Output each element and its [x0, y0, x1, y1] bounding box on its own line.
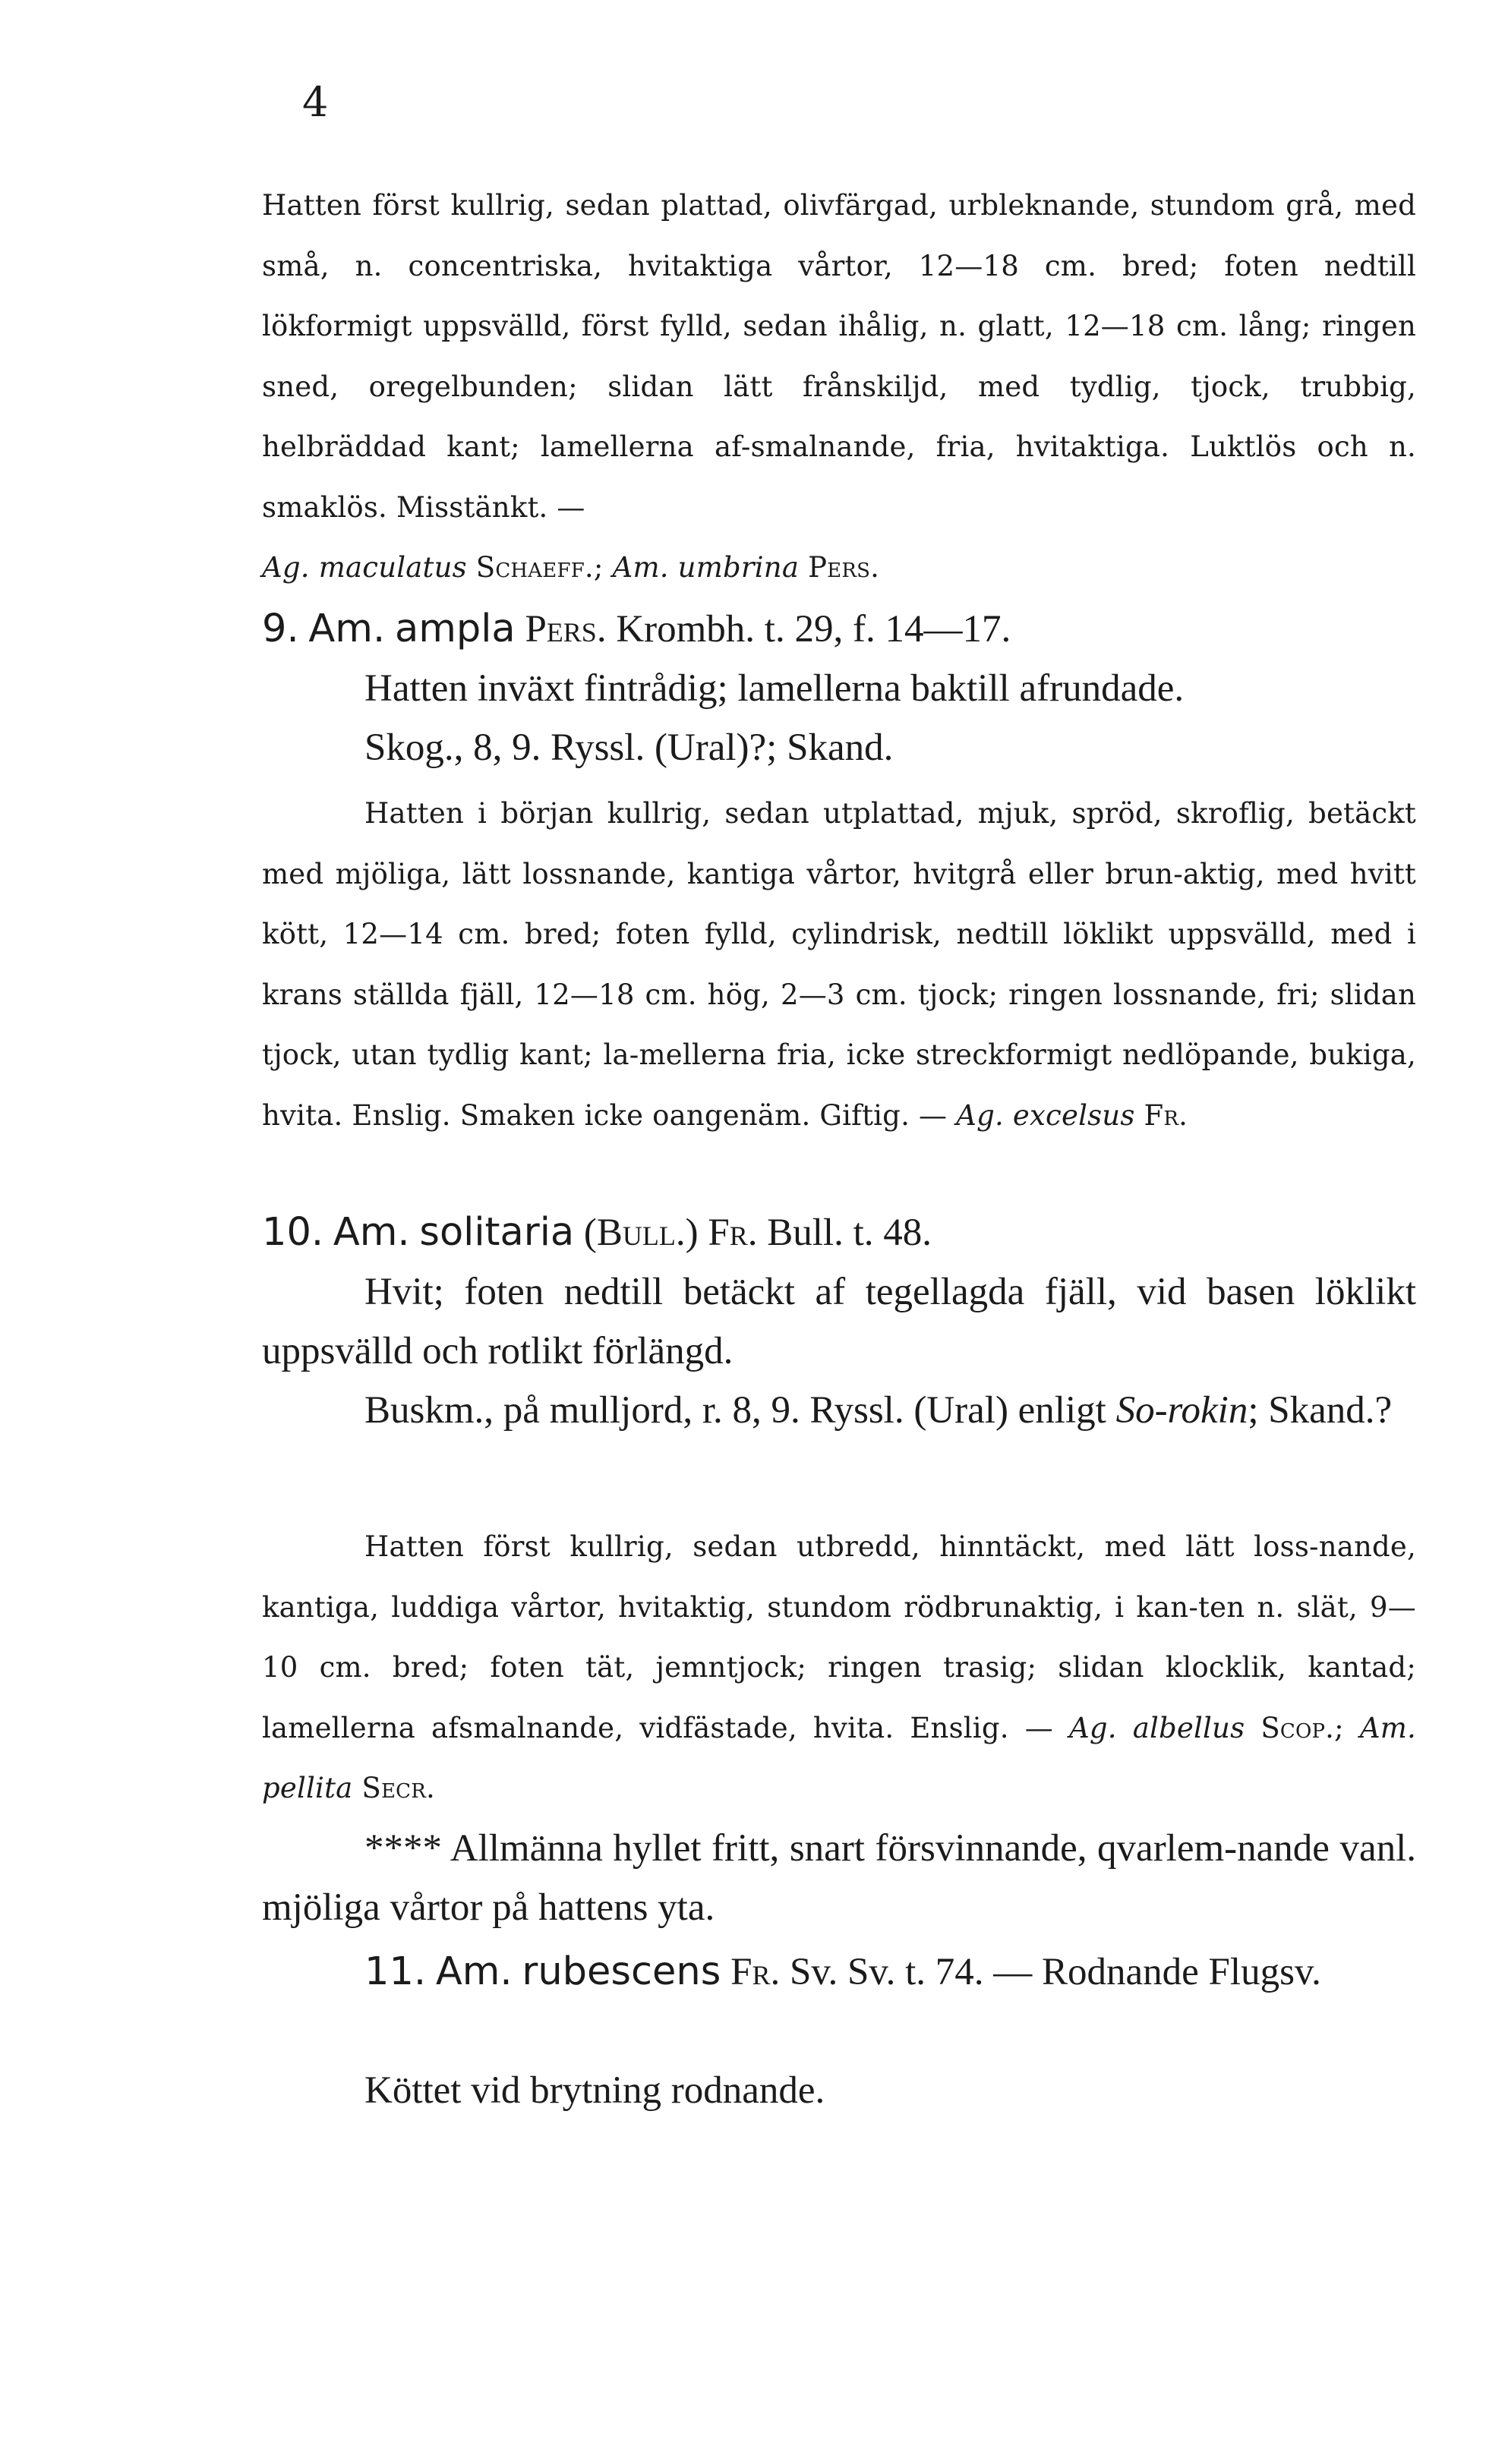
synonym-separator: ;: [593, 551, 604, 584]
synonym-author: Secr.: [361, 1772, 435, 1804]
habitat-text-tail: ; Skand.?: [1248, 1389, 1393, 1432]
synonym-author: Schaeff.: [475, 551, 594, 584]
synonym-name: Am. umbrina: [612, 551, 800, 584]
species-9-habitat: [262, 718, 1416, 777]
group-stars: ****: [364, 1827, 442, 1870]
species-10-diagnosis: [262, 1262, 1416, 1381]
synonym-name: Ag. maculatus: [262, 551, 467, 584]
description-text: Hatten först kullrig, sedan plattad, olivfärgad, urbleknande, stundom grå, med små, n. concentriska, hvitaktiga vårtor, 12—18 cm. bred; foten nedtill lökformigt uppsvälld, först fylld, sedan ihålig, n. glatt, 12—18 cm. lång; ringen sned, oregelbunden; slidan lätt frånskiljd, med tydlig, tjock, trubbig, helbräddad kant; lamellerna af-smalnande, fria, hvitaktiga. Luktlös och n. smaklös. Misstänkt. —: [262, 189, 1416, 524]
species-epithet: ampla: [394, 607, 516, 651]
group-text: Allmänna hyllet fritt, snart försvinnande, qvarlem-nande vanl. mjöliga vårtor på hattens yta.: [262, 1827, 1417, 1929]
species-reference: Sv. Sv. t. 74. — Rodnande Flugsv.: [789, 1951, 1321, 1993]
group-heading: [262, 1819, 1416, 1937]
species-genus: Am.: [435, 1949, 513, 1994]
species-genus: Am.: [308, 607, 386, 651]
synonym-name: Am. pellita: [262, 1711, 1416, 1804]
species-genus: Am.: [333, 1210, 410, 1255]
species-9-diagnosis: [262, 659, 1416, 718]
synonym-author: Scop.: [1260, 1711, 1335, 1744]
synonym-name: Ag. excelsus: [956, 1098, 1135, 1132]
species-number: 10.: [262, 1210, 324, 1255]
description-text: Hatten först kullrig, sedan utbredd, hinntäckt, med lätt loss-nande, kantiga, luddiga vårtor, hvitaktig, stundom rödbrunaktig, i kan-ten n. slät, 9—10 cm. bred; foten tät, jemntjock; ringen trasig; slidan klocklik, kantad; lamellerna afsmalnande, vidfästade, hvita. Enslig. —: [262, 1530, 1416, 1744]
species-author: Fr.: [730, 1951, 781, 1993]
paragraph-continued-description: [262, 175, 1416, 598]
species-reference: Krombh. t. 29, f. 14—17.: [616, 608, 1011, 651]
diagnosis-text: Köttet vid brytning rodnande.: [364, 2069, 825, 2112]
description-text: Hatten i början kullrig, sedan utplattad, mjuk, spröd, skroflig, betäckt med mjöliga, lätt lossnande, kantiga vårtor, hvitgrå eller brun-aktig, med hvitt kött, 12—14 cm. bred; foten fylld, cylindrisk, nedtill löklikt uppsvälld, med i krans ställda fjäll, 12—18 cm. hög, 2—3 cm. tjock; ringen lossnande, fri; slidan tjock, utan tydlig kant; la-mellerna fria, icke streckformigt nedlöpande, bukiga, hvita. Enslig. Smaken icke oangenäm. Giftig. —: [262, 797, 1416, 1132]
species-epithet: solitaria: [419, 1210, 575, 1255]
species-author: (Bull.) Fr.: [583, 1212, 758, 1254]
species-author: Pers.: [525, 608, 607, 651]
page-number: 4: [302, 78, 329, 126]
diagnosis-text: Hatten inväxt fintrådig; lamellerna baktill afrundade.: [364, 667, 1185, 710]
species-number: 9.: [262, 607, 299, 651]
species-10-description: [262, 1517, 1416, 1819]
habitat-author-name: So-rokin: [1115, 1389, 1248, 1432]
species-10-header: [262, 1203, 1416, 1262]
synonym-author: Fr.: [1144, 1098, 1188, 1132]
species-11-diagnosis: [262, 2061, 1416, 2120]
synonym-separator: ;: [1334, 1711, 1344, 1744]
synonym-name: Ag. albellus: [1068, 1711, 1245, 1744]
species-9-header: [262, 600, 1416, 659]
habitat-text: Buskm., på mulljord, r. 8, 9. Ryssl. (Ural) enligt: [364, 1389, 1106, 1432]
habitat-text: Skog., 8, 9. Ryssl. (Ural)?; Skand.: [364, 726, 894, 769]
diagnosis-text: Hvit; foten nedtill betäckt af tegellagda fjäll, vid basen löklikt uppsvälld och rotlikt förlängd.: [262, 1271, 1416, 1372]
species-9-description: [262, 783, 1416, 1145]
species-10-habitat: [262, 1381, 1416, 1440]
species-reference: Bull. t. 48.: [767, 1212, 932, 1254]
species-11-header: [262, 1943, 1416, 2002]
species-epithet: rubescens: [522, 1949, 721, 1994]
species-number: 11.: [364, 1949, 427, 1994]
synonym-author: Pers.: [808, 551, 880, 584]
